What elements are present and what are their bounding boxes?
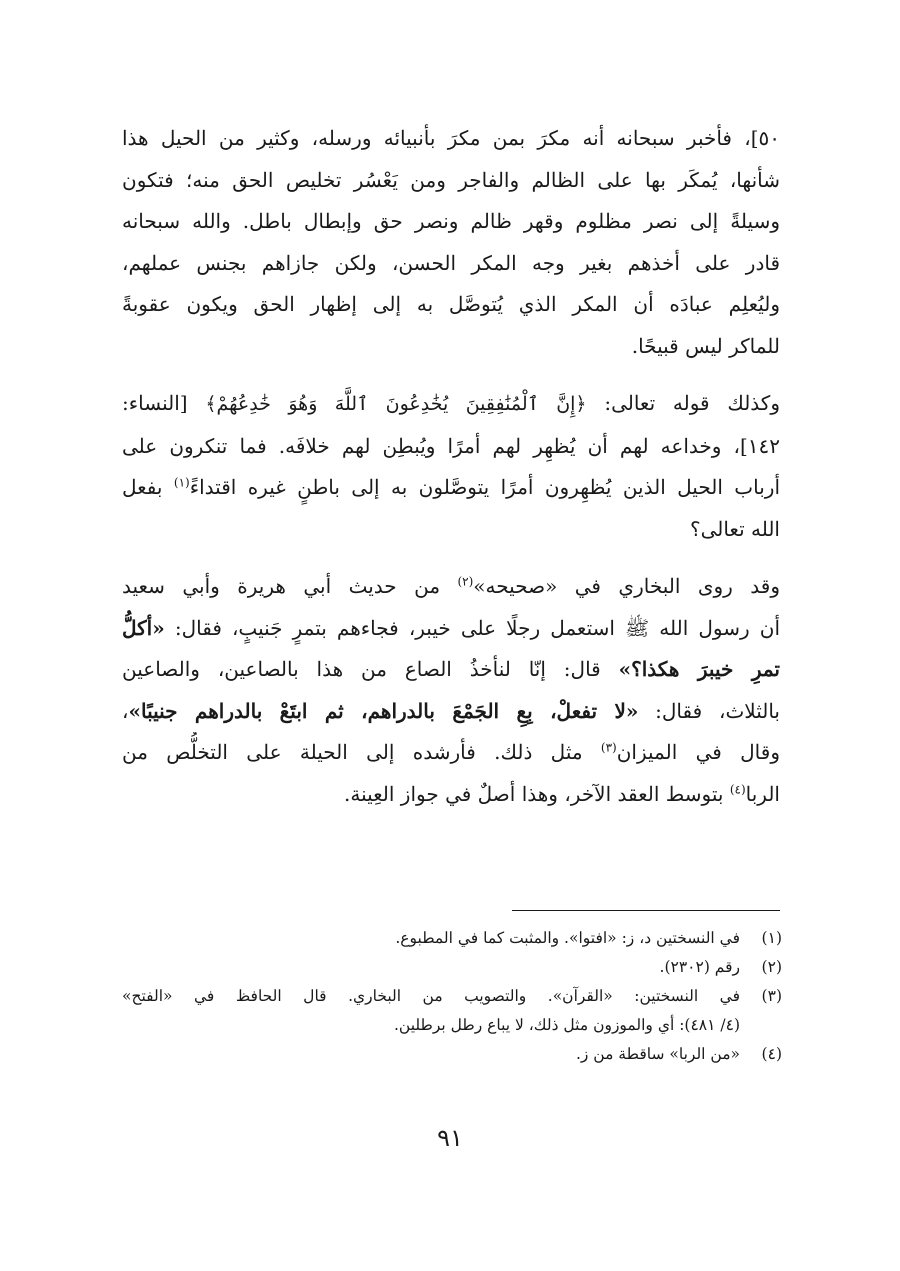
- paragraph-1: [122, 118, 780, 367]
- text-line: [122, 467, 780, 509]
- footnote-3: [122, 982, 782, 1040]
- text-run: بالثلاث، فقال:: [638, 698, 780, 723]
- hadith-quote: تمرِ خيبرَ هكذا؟»: [618, 657, 780, 681]
- footnote-ref[interactable]: (١): [173, 475, 190, 490]
- text-run: [النساء:: [122, 391, 206, 415]
- footnote-number: (١): [761, 929, 782, 947]
- footnote-number: (٤): [761, 1045, 782, 1063]
- paragraph-3: [122, 566, 780, 815]
- footnote-ref[interactable]: (٢): [457, 574, 474, 589]
- main-text: [122, 118, 780, 815]
- footnote-text: «من الربا» ساقطة من ز.: [575, 1045, 740, 1063]
- text-run: وقد روى البخاري في «صحيحه»: [473, 574, 780, 598]
- text-line: [122, 383, 780, 426]
- text-line: وسيلةً إلى نصر مظلوم وقهر ظالم ونصر حق وإبطال باطل. والله سبحانه: [122, 209, 780, 233]
- hadith-quote: «لا تفعلْ، بِعِ الجَمْعَ بالدراهم، ثم ابتَعْ بالدراهم جنيبًا»: [128, 698, 639, 723]
- footnote-2: [122, 953, 782, 982]
- text-run: من حديث أبي هريرة وأبي سعيد: [122, 574, 458, 598]
- quran-verse: ﴿إِنَّ ٱلْمُنَٰفِقِينَ يُخَٰدِعُونَ ٱللَّهَ وَهُوَ خَٰدِعُهُمْ﴾: [205, 393, 587, 415]
- footnote-1: [122, 924, 782, 953]
- text-run: وكذلك قوله تعالى:: [586, 391, 780, 415]
- text-line: [122, 566, 780, 608]
- footnote-line: في النسختين: «القرآن». والتصويب من البخاري. قال الحافظ في «الفتح»: [122, 987, 740, 1005]
- text-run: وقال في الميزان: [616, 740, 780, 764]
- footnote-4: [122, 1040, 782, 1069]
- footnote-line: (٤/ ٤٨١): أي والموزون مثل ذلك، لا يباع رطل برطلين.: [394, 1016, 740, 1034]
- footnote-number: (٢): [761, 958, 782, 976]
- footnote-text: [122, 982, 740, 1040]
- page-number: ٩١: [437, 1124, 463, 1152]
- text-line: ١٤٢]، وخداعه لهم أن يُظهِر لهم أمرًا ويُبطِن لهم خلافَه. فما تنكرون على: [122, 433, 780, 458]
- text-line: [122, 649, 780, 691]
- text-line: الله تعالى؟: [689, 516, 780, 541]
- footnote-number: (٣): [761, 987, 782, 1005]
- text-line: [122, 608, 780, 650]
- text-line: [122, 774, 780, 816]
- text-line: قادر على أخذهم بغير وجه المكر الحسن، ولكن جازاهم بجنس عملهم،: [122, 250, 780, 275]
- footnote-ref[interactable]: (٣): [600, 740, 617, 755]
- text-run: أن رسول الله ﷺ استعمل رجلًا على خيبر، فجاءهم بتمرٍ جَنيبٍ، فقال:: [164, 615, 780, 640]
- text-line: ٥٠]، فأخبر سبحانه أنه مكرَ بمن مكرَ بأنبيائه ورسله، وكثير من الحيل هذا: [122, 126, 780, 150]
- text-run: بفعل: [122, 475, 174, 499]
- paragraph-2: [122, 383, 780, 550]
- text-run: قال: إنّا لنأخذُ الصاع من هذا بالصاعين، والصاعين: [122, 657, 619, 681]
- text-run: أرباب الحيل الذين يُظهِرون أمرًا يتوصَّلون به إلى باطنٍ غيره اقتداءً: [189, 475, 780, 499]
- text-run: ،: [122, 698, 129, 723]
- text-line: شأنها، يُمكَر بها على الظالم والفاجر ومن يَعْسُر تخليص الحق منه؛ فتكون: [122, 167, 780, 192]
- text-line: وليُعلِم عبادَه أن المكر الذي يُتوصَّل به إلى إظهار الحق ويكون عقوبةً: [122, 292, 780, 316]
- footnote-text: في النسختين د، ز: «افتوا». والمثبت كما في المطبوع.: [395, 929, 740, 947]
- footnote-ref[interactable]: (٤): [729, 781, 746, 796]
- text-run: مثل ذلك. فأرشده إلى الحيلة على التخلُّص من: [122, 740, 601, 764]
- footnote-separator: [512, 910, 780, 911]
- footnote-text: رقم (٢٣٠٢).: [659, 958, 740, 976]
- text-run: بتوسط العقد الآخر، وهذا أصلٌ في جواز العِينة.: [344, 781, 730, 806]
- text-run: الربا: [745, 781, 780, 806]
- text-line: [122, 732, 780, 774]
- text-line: للماكر ليس قبيحًا.: [631, 333, 780, 358]
- footnotes: [122, 924, 782, 1069]
- hadith-quote: «أكلُّ: [122, 615, 165, 640]
- text-line: [122, 691, 780, 733]
